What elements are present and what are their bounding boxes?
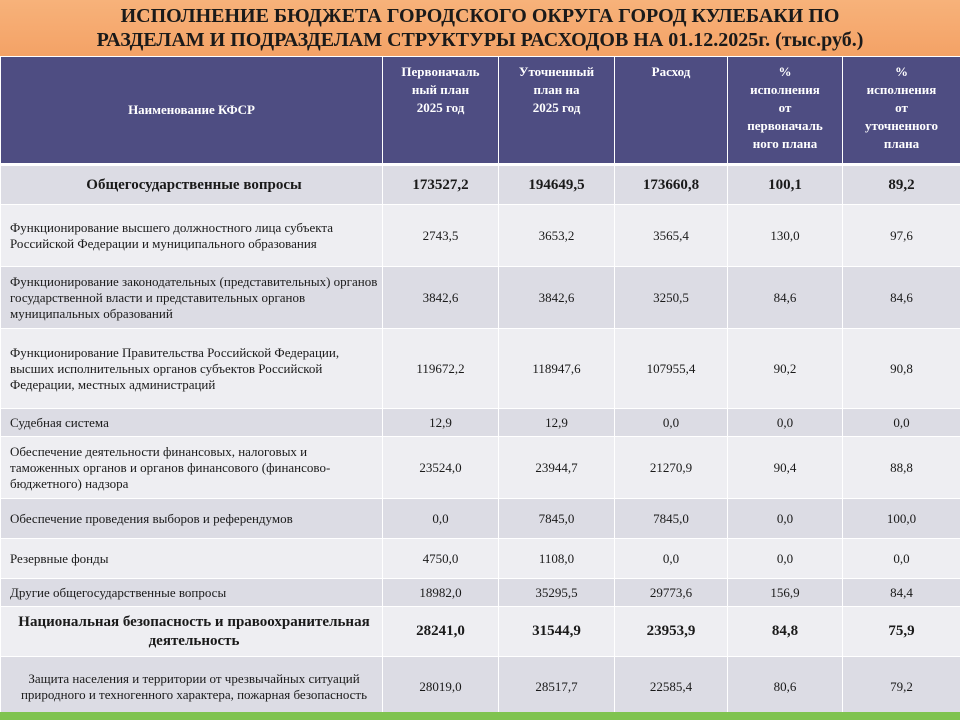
- table-row: [1, 329, 960, 409]
- cell-pct-revised: 75,9: [843, 607, 960, 657]
- cell-pct-revised: 79,2: [843, 657, 960, 717]
- cell-name: Защита населения и территории от чрезвычайных ситуаций природного и техногенного характера, пожарная безопасность: [1, 657, 383, 717]
- header-pct-revised: % исполнения от уточненного плана: [843, 57, 960, 165]
- cell-pct-revised: 90,8: [843, 329, 960, 409]
- table-row: [1, 165, 960, 205]
- cell-initial-plan: 23524,0: [383, 437, 499, 499]
- table-header-row: [1, 57, 960, 165]
- cell-pct-revised: 88,8: [843, 437, 960, 499]
- cell-pct-revised: 97,6: [843, 205, 960, 267]
- cell-initial-plan: 28019,0: [383, 657, 499, 717]
- table-body: [1, 165, 960, 717]
- cell-name: Судебная система: [1, 409, 383, 437]
- cell-expense: 7845,0: [615, 499, 728, 539]
- cell-initial-plan: 173527,2: [383, 165, 499, 205]
- cell-initial-plan: 12,9: [383, 409, 499, 437]
- cell-expense: 173660,8: [615, 165, 728, 205]
- cell-expense: 21270,9: [615, 437, 728, 499]
- header-revised-plan: Уточненный план на 2025 год: [499, 57, 615, 165]
- cell-name: Функционирование законодательных (представительных) органов государственной власти и представительных органов муниципальных образований: [1, 267, 383, 329]
- cell-revised-plan: 23944,7: [499, 437, 615, 499]
- table-row: [1, 205, 960, 267]
- cell-pct-initial: 84,6: [728, 267, 843, 329]
- cell-pct-revised: 84,4: [843, 579, 960, 607]
- table-row: [1, 579, 960, 607]
- cell-revised-plan: 28517,7: [499, 657, 615, 717]
- table-row: [1, 409, 960, 437]
- cell-revised-plan: 35295,5: [499, 579, 615, 607]
- header-pct-initial: % исполнения от первоначаль ного плана: [728, 57, 843, 165]
- cell-pct-revised: 0,0: [843, 409, 960, 437]
- cell-pct-revised: 100,0: [843, 499, 960, 539]
- cell-name: Обеспечение проведения выборов и референдумов: [1, 499, 383, 539]
- cell-pct-initial: 80,6: [728, 657, 843, 717]
- cell-revised-plan: 12,9: [499, 409, 615, 437]
- cell-expense: 29773,6: [615, 579, 728, 607]
- budget-table-wrap: [0, 56, 960, 717]
- table-row: [1, 437, 960, 499]
- cell-name: Обеспечение деятельности финансовых, налоговых и таможенных органов и органов финансового (финансово-бюджетного) надзора: [1, 437, 383, 499]
- cell-expense: 0,0: [615, 409, 728, 437]
- cell-pct-revised: 0,0: [843, 539, 960, 579]
- cell-initial-plan: 4750,0: [383, 539, 499, 579]
- cell-name: Другие общегосударственные вопросы: [1, 579, 383, 607]
- cell-pct-revised: 84,6: [843, 267, 960, 329]
- table-row: [1, 607, 960, 657]
- cell-initial-plan: 18982,0: [383, 579, 499, 607]
- cell-pct-initial: 100,1: [728, 165, 843, 205]
- cell-pct-initial: 0,0: [728, 409, 843, 437]
- cell-expense: 3250,5: [615, 267, 728, 329]
- header-expense: Расход: [615, 57, 728, 165]
- budget-table: [0, 56, 960, 717]
- cell-expense: 22585,4: [615, 657, 728, 717]
- cell-revised-plan: 3653,2: [499, 205, 615, 267]
- cell-revised-plan: 31544,9: [499, 607, 615, 657]
- cell-revised-plan: 3842,6: [499, 267, 615, 329]
- cell-initial-plan: 3842,6: [383, 267, 499, 329]
- header-initial-plan: Первоначаль ный план 2025 год: [383, 57, 499, 165]
- cell-pct-initial: 0,0: [728, 499, 843, 539]
- cell-pct-initial: 130,0: [728, 205, 843, 267]
- cell-pct-initial: 0,0: [728, 539, 843, 579]
- cell-initial-plan: 2743,5: [383, 205, 499, 267]
- header-name: Наименование КФСР: [1, 57, 383, 165]
- cell-revised-plan: 1108,0: [499, 539, 615, 579]
- cell-name: Функционирование высшего должностного лица субъекта Российской Федерации и муниципального образования: [1, 205, 383, 267]
- cell-revised-plan: 194649,5: [499, 165, 615, 205]
- cell-pct-initial: 156,9: [728, 579, 843, 607]
- cell-expense: 3565,4: [615, 205, 728, 267]
- page-title: ИСПОЛНЕНИЕ БЮДЖЕТА ГОРОДСКОГО ОКРУГА ГОРОД КУЛЕБАКИ ПО РАЗДЕЛАМ И ПОДРАЗДЕЛАМ СТРУКТУРЫ РАСХОДОВ НА 01.12.2025г. (тыс.руб.): [96, 5, 864, 51]
- bottom-accent-line: [0, 712, 960, 720]
- cell-revised-plan: 118947,6: [499, 329, 615, 409]
- cell-pct-initial: 90,2: [728, 329, 843, 409]
- cell-pct-revised: 89,2: [843, 165, 960, 205]
- table-row: [1, 657, 960, 717]
- cell-initial-plan: 119672,2: [383, 329, 499, 409]
- cell-name: Резервные фонды: [1, 539, 383, 579]
- cell-initial-plan: 0,0: [383, 499, 499, 539]
- title-bar: [0, 0, 960, 56]
- cell-name: Функционирование Правительства Российской Федерации, высших исполнительных органов субъектов Российской Федерации, местных администраций: [1, 329, 383, 409]
- cell-name: Национальная безопасность и правоохранительная деятельность: [1, 607, 383, 657]
- cell-revised-plan: 7845,0: [499, 499, 615, 539]
- cell-pct-initial: 84,8: [728, 607, 843, 657]
- table-row: [1, 267, 960, 329]
- table-row: [1, 499, 960, 539]
- cell-expense: 0,0: [615, 539, 728, 579]
- cell-name: Общегосударственные вопросы: [1, 165, 383, 205]
- table-row: [1, 539, 960, 579]
- cell-expense: 107955,4: [615, 329, 728, 409]
- cell-initial-plan: 28241,0: [383, 607, 499, 657]
- cell-pct-initial: 90,4: [728, 437, 843, 499]
- cell-expense: 23953,9: [615, 607, 728, 657]
